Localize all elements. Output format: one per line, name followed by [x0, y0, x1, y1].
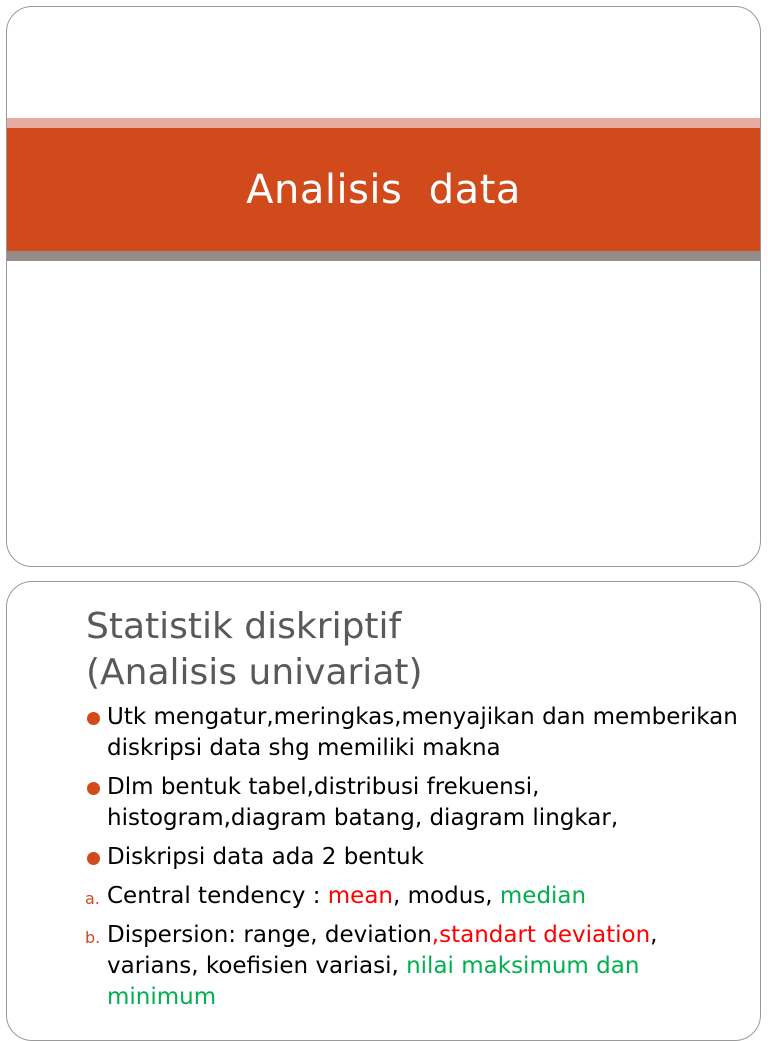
item-a-text-1: Central tendency : [107, 883, 328, 909]
item-a-highlight-mean: mean [327, 883, 393, 909]
list-marker-b: b. [85, 928, 101, 947]
slide-heading [86, 604, 423, 696]
bullet-dot-icon [87, 712, 100, 725]
slide-2 [6, 581, 761, 1041]
list-item-text: Dlm bentuk tabel,distribusi frekuensi, histogram,diagram batang, diagram lingkar, [107, 774, 619, 831]
list-marker-a: a. [85, 889, 100, 908]
item-b-text-2: , varians, koefisien variasi, [107, 922, 658, 979]
item-b-highlight-std: ,standart deviation [431, 922, 651, 948]
list-item-text: Utk mengatur,meringkas,menyajikan dan memberikan diskripsi data shg memiliki makna [107, 704, 738, 761]
title-band-top-stripe [7, 118, 760, 128]
heading-line-2: (Analisis univariat) [86, 652, 423, 693]
content-list [85, 702, 745, 1021]
title-band [7, 128, 760, 251]
list-item [85, 842, 745, 873]
list-item-text: Diskripsi data ada 2 bentuk [107, 844, 424, 870]
bullet-dot-icon [87, 782, 100, 795]
list-item [85, 772, 745, 834]
item-a-highlight-median: median [499, 883, 587, 909]
item-b-text-1: Dispersion: range, deviation [107, 922, 432, 948]
list-item-a [85, 881, 745, 912]
list-item [85, 702, 745, 764]
list-item-b [85, 920, 745, 1013]
item-a-text-2: , modus, [393, 883, 500, 909]
slide-title: Analisis data [246, 166, 521, 213]
slide-1 [6, 6, 761, 567]
bullet-dot-icon [87, 852, 100, 865]
item-b-highlight-minmax: nilai maksimum dan minimum [107, 953, 640, 1010]
title-band-bottom-stripe [7, 251, 760, 261]
heading-line-1: Statistik diskriptif [86, 606, 402, 647]
